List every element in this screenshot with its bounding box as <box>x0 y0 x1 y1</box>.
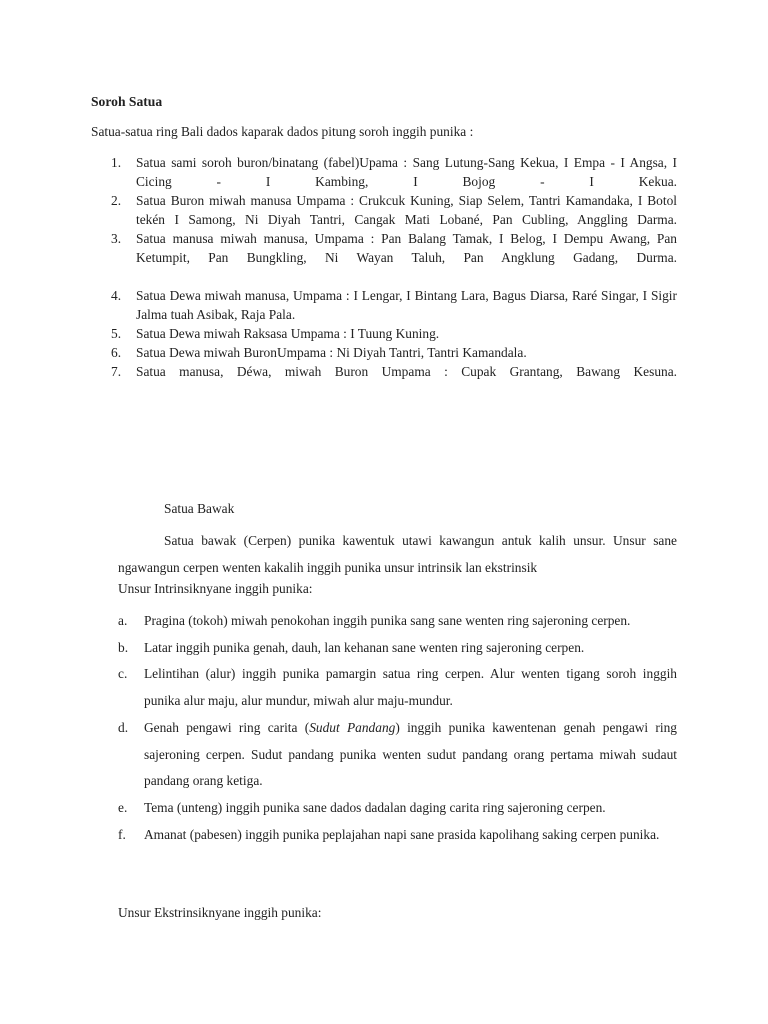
list-letter: a. <box>118 613 128 628</box>
list-item-text-part: Genah pengawi ring carita ( <box>144 719 310 735</box>
section-paragraph: Satua bawak (Cerpen) punika kawentuk utawi kawangun antuk kalih unsur. Unsur sane ngawangun cerpen wenten kakalih inggih punika unsur intrinsik lan ekstrinsik <box>118 533 677 575</box>
list-item <box>91 153 677 191</box>
numbered-list <box>91 153 677 381</box>
list-item <box>91 229 677 267</box>
list-item-text: Lelintihan (alur) inggih punika pamargin satua ring cerpen. Alur wenten tigang soroh inggih punika alur maju, alur mundur, miwah alur maju-mundur. <box>144 666 677 709</box>
list-item <box>118 635 677 662</box>
list-item-text: Satua Buron miwah manusa Umpama : Crukcuk Kuning, Siap Selem, Tantri Kamandaka, I Botol tekén I Samong, Ni Diyah Tantri, Cangak Mati Lobané, Pan Cubling, Anggling Darma. <box>136 193 677 227</box>
list-item-text: Satua manusa miwah manusa, Umpama : Pan Balang Tamak, I Belog, I Dempu Awang, Pan Ketumpit, Pan Bungkling, Ni Wayan Taluh, Pan Angklung Gadang, Durma. <box>136 231 677 265</box>
list-number: 7. <box>111 364 122 379</box>
list-item <box>118 608 677 635</box>
section-heading-satua-bawak: Satua Bawak <box>164 501 235 516</box>
list-item <box>91 324 677 343</box>
list-item-text: Satua Dewa miwah manusa, Umpama : I Lengar, I Bintang Lara, Bagus Diarsa, Raré Singar, I Sigir Jalma tuah Asibak, Raja Pala. <box>136 288 677 322</box>
lettered-list <box>118 608 677 848</box>
list-item-text: Satua sami soroh buron/binatang (fabel)Upama : Sang Lutung-Sang Kekua, I Empa - I Angsa, I Cicing - I Kambing, I Bojog - I Kekua. <box>136 155 677 189</box>
list-item-text-part: ) inggih punika kawentenan genah pengawi ring sajeroning cerpen. Sudut pandang punika wenten sudut pandang orang pertama miwah sudaut pandang orang ketiga. <box>144 719 677 789</box>
list-item-text: Satua Dewa miwah Raksasa Umpama : I Tuung Kuning. <box>136 326 440 341</box>
list-item <box>91 362 677 381</box>
list-number: 1. <box>111 155 122 170</box>
list-item <box>118 661 677 714</box>
list-number: 4. <box>111 288 122 303</box>
section-intro: Satua-satua ring Bali dados kaparak dados pitung soroh inggih punika : <box>91 124 474 139</box>
list-item <box>91 286 677 324</box>
list-letter: d. <box>118 719 129 735</box>
list-item <box>118 715 677 795</box>
list-letter: f. <box>118 826 126 842</box>
list-item-text: Pragina (tokoh) miwah penokohan inggih punika sang sane wenten ring sajeroning cerpen. <box>144 613 631 628</box>
list-number: 5. <box>111 326 122 341</box>
list-item <box>91 191 677 229</box>
list-number: 6. <box>111 345 122 360</box>
extrinsic-title: Unsur Ekstrinsiknyane inggih punika: <box>118 905 322 920</box>
list-item <box>118 795 677 822</box>
intrinsic-title: Unsur Intrinsiknyane inggih punika: <box>118 581 313 596</box>
list-item-emphasis: Sudut Pandang <box>309 719 396 735</box>
section-heading-soroh-satua: Soroh Satua <box>91 94 163 109</box>
list-item <box>91 343 677 362</box>
list-item-text: Satua manusa, Déwa, miwah Buron Umpama : Cupak Grantang, Bawang Kesuna. <box>136 364 677 379</box>
list-number: 2. <box>111 193 122 208</box>
list-letter: c. <box>118 666 128 682</box>
list-item-text: Amanat (pabesen) inggih punika peplajahan napi sane prasida kapolihang saking cerpen punika. <box>144 826 660 842</box>
list-item-text: Latar inggih punika genah, dauh, lan kehanan sane wenten ring sajeroning cerpen. <box>144 639 585 655</box>
list-letter: e. <box>118 799 128 815</box>
list-item-text: Satua Dewa miwah BuronUmpama : Ni Diyah Tantri, Tantri Kamandala. <box>136 345 527 360</box>
list-letter: b. <box>118 639 129 655</box>
list-item-text: Tema (unteng) inggih punika sane dados dadalan daging carita ring sajeroning cerpen. <box>144 799 606 815</box>
list-item <box>118 822 677 849</box>
list-number: 3. <box>111 231 122 246</box>
